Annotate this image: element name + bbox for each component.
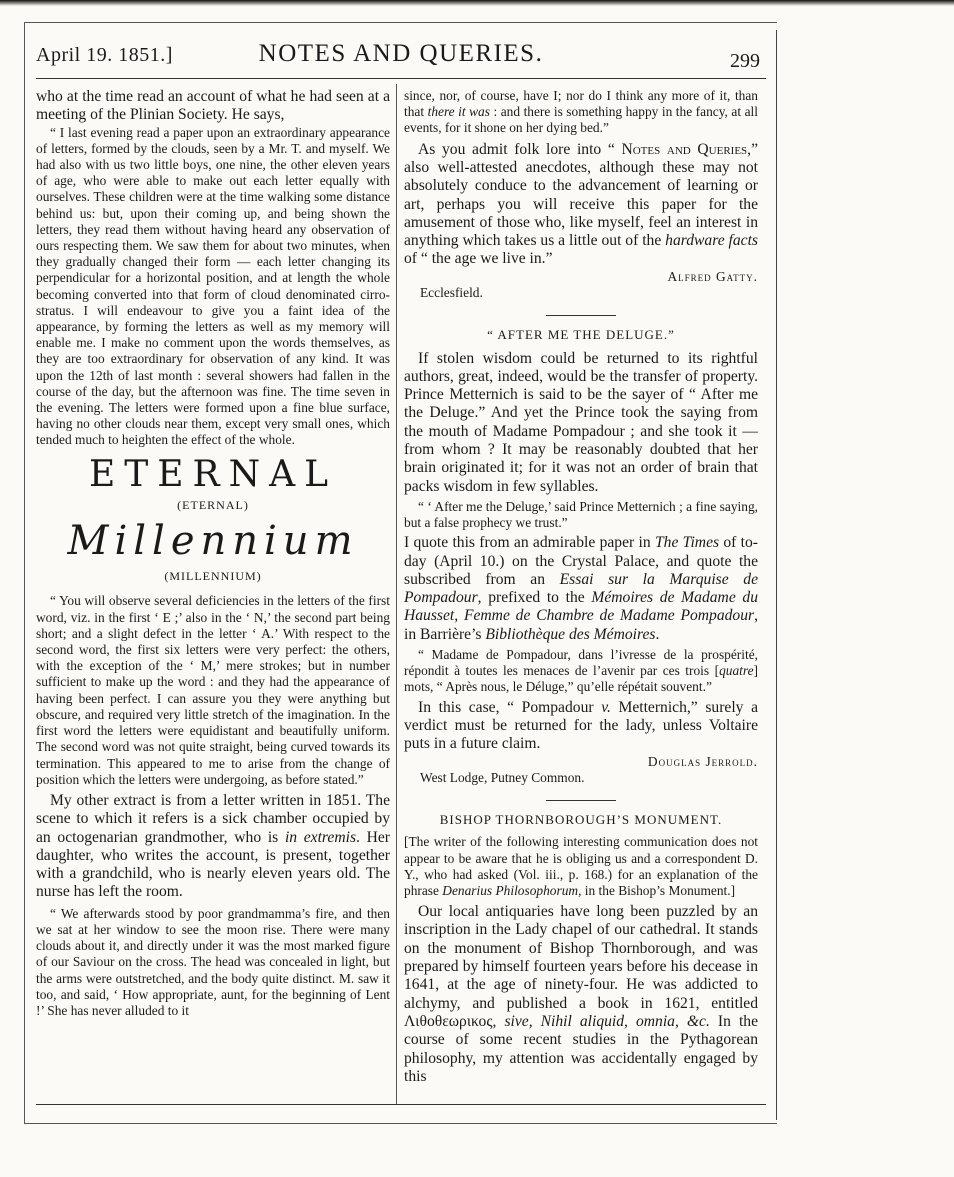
text-italic: Essai sur la Marquise de Pompadour bbox=[404, 570, 758, 607]
text-italic: The Times bbox=[654, 534, 720, 552]
text-run: . Her daughter, who writes the account, is present, together with a grandchild, who is nearly eleven years old. The nurse has left the room. bbox=[36, 828, 390, 901]
text-run: , in the Bishop’s Monument.] bbox=[578, 882, 736, 898]
paragraph-verdict bbox=[404, 699, 758, 754]
heading-deluge: “ AFTER ME THE DELUGE.” bbox=[487, 327, 675, 343]
text-run: : and there is something happy in the fancy, at all events, for it shone on her dying bed.” bbox=[404, 104, 758, 136]
paragraph-quote-source bbox=[404, 534, 758, 644]
text-italic: v. bbox=[601, 698, 611, 716]
column-divider bbox=[396, 84, 397, 1104]
section-rule bbox=[546, 315, 616, 316]
text-run: , in Barrière’s bbox=[404, 607, 758, 643]
text-run: , bbox=[492, 1012, 505, 1030]
quote-moon: “ We afterwards stood by poor grandmamma’s fire, and then we sat at her window to see the moon rise. There were many clouds about it, and directly under it was the most marked figure of our Saviour on the cross. The head was concealed in light, but the arms were outstretched, and the body quite distinct. M. saw it too, and said, ‘ How appropriate, aunt, for the beginning of Lent !’ She has never alluded to it bbox=[36, 905, 390, 1018]
text-italic: in extremis bbox=[284, 828, 357, 846]
scan-edge-top bbox=[0, 0, 954, 6]
text-run: of “ the age we live in.” bbox=[404, 250, 553, 268]
signature-gatty: Alfred Gatty. bbox=[667, 268, 758, 284]
place-west-lodge: West Lodge, Putney Common. bbox=[420, 769, 585, 785]
text-run: Metternich,” surely a verdict must be returned for the lady, unless Voltaire puts in a future claim. bbox=[404, 698, 758, 753]
text-run: since, nor, of course, have I; nor do I think any more of it, than that bbox=[404, 88, 758, 120]
text-italic: Mémoires de Madame du Hausset, Femme de Chambre de Madame Pompadour bbox=[404, 589, 758, 625]
paragraph-deluge: If stolen wisdom could be returned to its rightful authors, great, indeed, would be the transfer of property. Prince Metternich is said to be the sayer of “ After me the Deluge.” And yet the Prince took the saying from the mouth of Madame Pompadour ; and she took it — from whom ? It may be reasonably doubted that her brain originated it; for it was not an order of brain that packs wisdom in few syllables. bbox=[404, 349, 758, 495]
bottom-rule bbox=[36, 1104, 766, 1105]
text-italic: sive, Nihil aliquid, omnia, &c. bbox=[504, 1012, 710, 1030]
text-italic: hardware facts bbox=[665, 232, 758, 250]
quote-french bbox=[404, 647, 758, 696]
text-run: In this case, “ Pompadour bbox=[418, 698, 602, 716]
text-run: My other extract is from a letter written in 1851. The scene to which it refers is a sick chamber occupied by an octogenarian grandmother, who is bbox=[36, 791, 390, 846]
quote-metternich: “ ‘ After me the Deluge,’ said Prince Metternich ; a fine saying, but a false prophecy we trust.” bbox=[404, 498, 758, 531]
text-greek: Λιθοθεωρικος bbox=[404, 1012, 493, 1030]
text-run: of to-day (April 10.) on the Crystal Palace, and quote the subscribed from an bbox=[404, 534, 758, 588]
text-run: As you admit folk lore into “ bbox=[418, 140, 622, 158]
text-run: . bbox=[655, 625, 660, 643]
paragraph-bishop bbox=[404, 903, 758, 1086]
paragraph-intro: who at the time read an account of what he had seen at a meeting of the Plinian Society. He says, bbox=[36, 88, 390, 124]
text-run: Our local antiquaries have long been puzzled by an inscription in the Lady chapel of our cathedral. It stands on the monument of Bishop Thornborough, and was prepared by himself fourteen years before his decease in 1641, at the age of ninety-four. He was addicted to alchymy, and published a book in 1621, entitled bbox=[404, 903, 758, 1012]
figure-word-millennium: Millennium bbox=[67, 518, 359, 565]
text-run: I quote this from an admirable paper in bbox=[404, 534, 655, 552]
page-header bbox=[36, 38, 766, 79]
editorial-note bbox=[404, 834, 758, 899]
section-rule bbox=[546, 800, 616, 801]
header-page-number: 299 bbox=[730, 50, 760, 72]
quote-cloud-letters: “ I last evening read a paper upon an extraordinary appearance of letters, formed by the clouds, seen by a Mr. T. and myself. We had also with us two little boys, one nine, the other eleven years of age, who were able to make out each letter equally with ourselves. These children were at the time walking some distance behind us: but, upon their coming up, and being shown the letters, they read them without having heard any observation of ours respecting them. We saw them for about two minutes, when they gradually changed their form — each letter changing its perpendicular for a horizontal position, and at length the whole becoming converted into that form of cloud denominated cirro-stratus. I will endeavour to give you a faint idea of the appearance, by forming the letters as well as my memory will enable me. I make no comment upon the words themselves, as they are too extraordinary for observation of any kind. It was upon the 12th of last month : several showers had fallen in the course of the day, but the afternoon was fine. The time seven in the evening. The letters were formed upon a fine blue surface, having no other clouds near them, except very small ones, which tended much to heighten the effect of the whole. bbox=[36, 124, 390, 448]
header-date: April 19. 1851.] bbox=[36, 44, 173, 66]
text-run: , prefixed to the bbox=[477, 589, 592, 607]
text-italic: Denarius Philosophorum bbox=[442, 882, 579, 898]
text-run: “ Madame de Pompadour, dans l’ivresse de la prospérité, répondit à toutes les menaces de l’avenir par ces trois [ bbox=[404, 647, 758, 679]
place-ecclesfield: Ecclesfield. bbox=[420, 284, 483, 300]
heading-bishop: BISHOP THORNBOROUGH’S MONUMENT. bbox=[439, 811, 723, 827]
paragraph-other-extract bbox=[36, 792, 390, 902]
quote-continuation bbox=[404, 88, 758, 137]
text-run: [The writer of the following interesting communication does not appear to be aware that he is obliging us and a correspondent D. Y., who had asked (Vol. iii., p. 168.) for an explanation of the phrase bbox=[404, 834, 758, 898]
text-italic: quatre bbox=[719, 663, 754, 679]
header-title: NOTES AND QUERIES. bbox=[258, 40, 544, 67]
figure-caption-eternal: (ETERNAL) bbox=[177, 497, 249, 512]
text-run: In the course of some recent studies in the Pythagorean philosophy, my attention was accidentally engaged by this bbox=[404, 1012, 758, 1085]
signature-jerrold: Douglas Jerrold. bbox=[647, 753, 758, 769]
text-italic: there it was bbox=[427, 104, 490, 120]
quote-deficiencies: “ You will observe several deficiencies in the letters of the first word, viz. in the first ‘ E ;’ also in the ‘ N,’ the second part being short; and a slight defect in the letter ‘ A.’ With respect to the second word, the first six letters were very perfect: the others, with the exception of the ‘ M,’ mere strokes; but in number sufficient to make up the word : and they had the appearance of having been perfect. I can assure you they were anything but obscure, and required very little stretch of the imagination. In the first word the letters were equidistant and beautifully uniform. The second word was not quite straight, being curved towards its termination. This appeared to me to arise from the change of position which the letters were undergoing, as before stated.” bbox=[36, 593, 390, 787]
text-run: ,” also well-attested anecdotes, although these may not absolutely conduce to the advancement of learning or art, perhaps you will receive this paper for the amusement of those who, like myself, feel an interest in anything which takes us a little out of the bbox=[404, 140, 758, 250]
page-edge-right bbox=[776, 30, 777, 1120]
paragraph-folklore bbox=[404, 141, 758, 269]
figure-caption-millennium: (MILLENNIUM) bbox=[164, 569, 262, 584]
right-column bbox=[404, 88, 758, 1086]
left-column bbox=[36, 88, 390, 1019]
text-italic: Bibliothèque des Mémoires bbox=[485, 625, 656, 643]
figure-word-eternal: ETERNAL bbox=[88, 453, 338, 495]
text-smallcaps: Notes and Queries bbox=[621, 140, 748, 158]
text-run: ] mots, “ Après nous, le Déluge,” qu’elle répétait souvent.” bbox=[404, 663, 758, 695]
